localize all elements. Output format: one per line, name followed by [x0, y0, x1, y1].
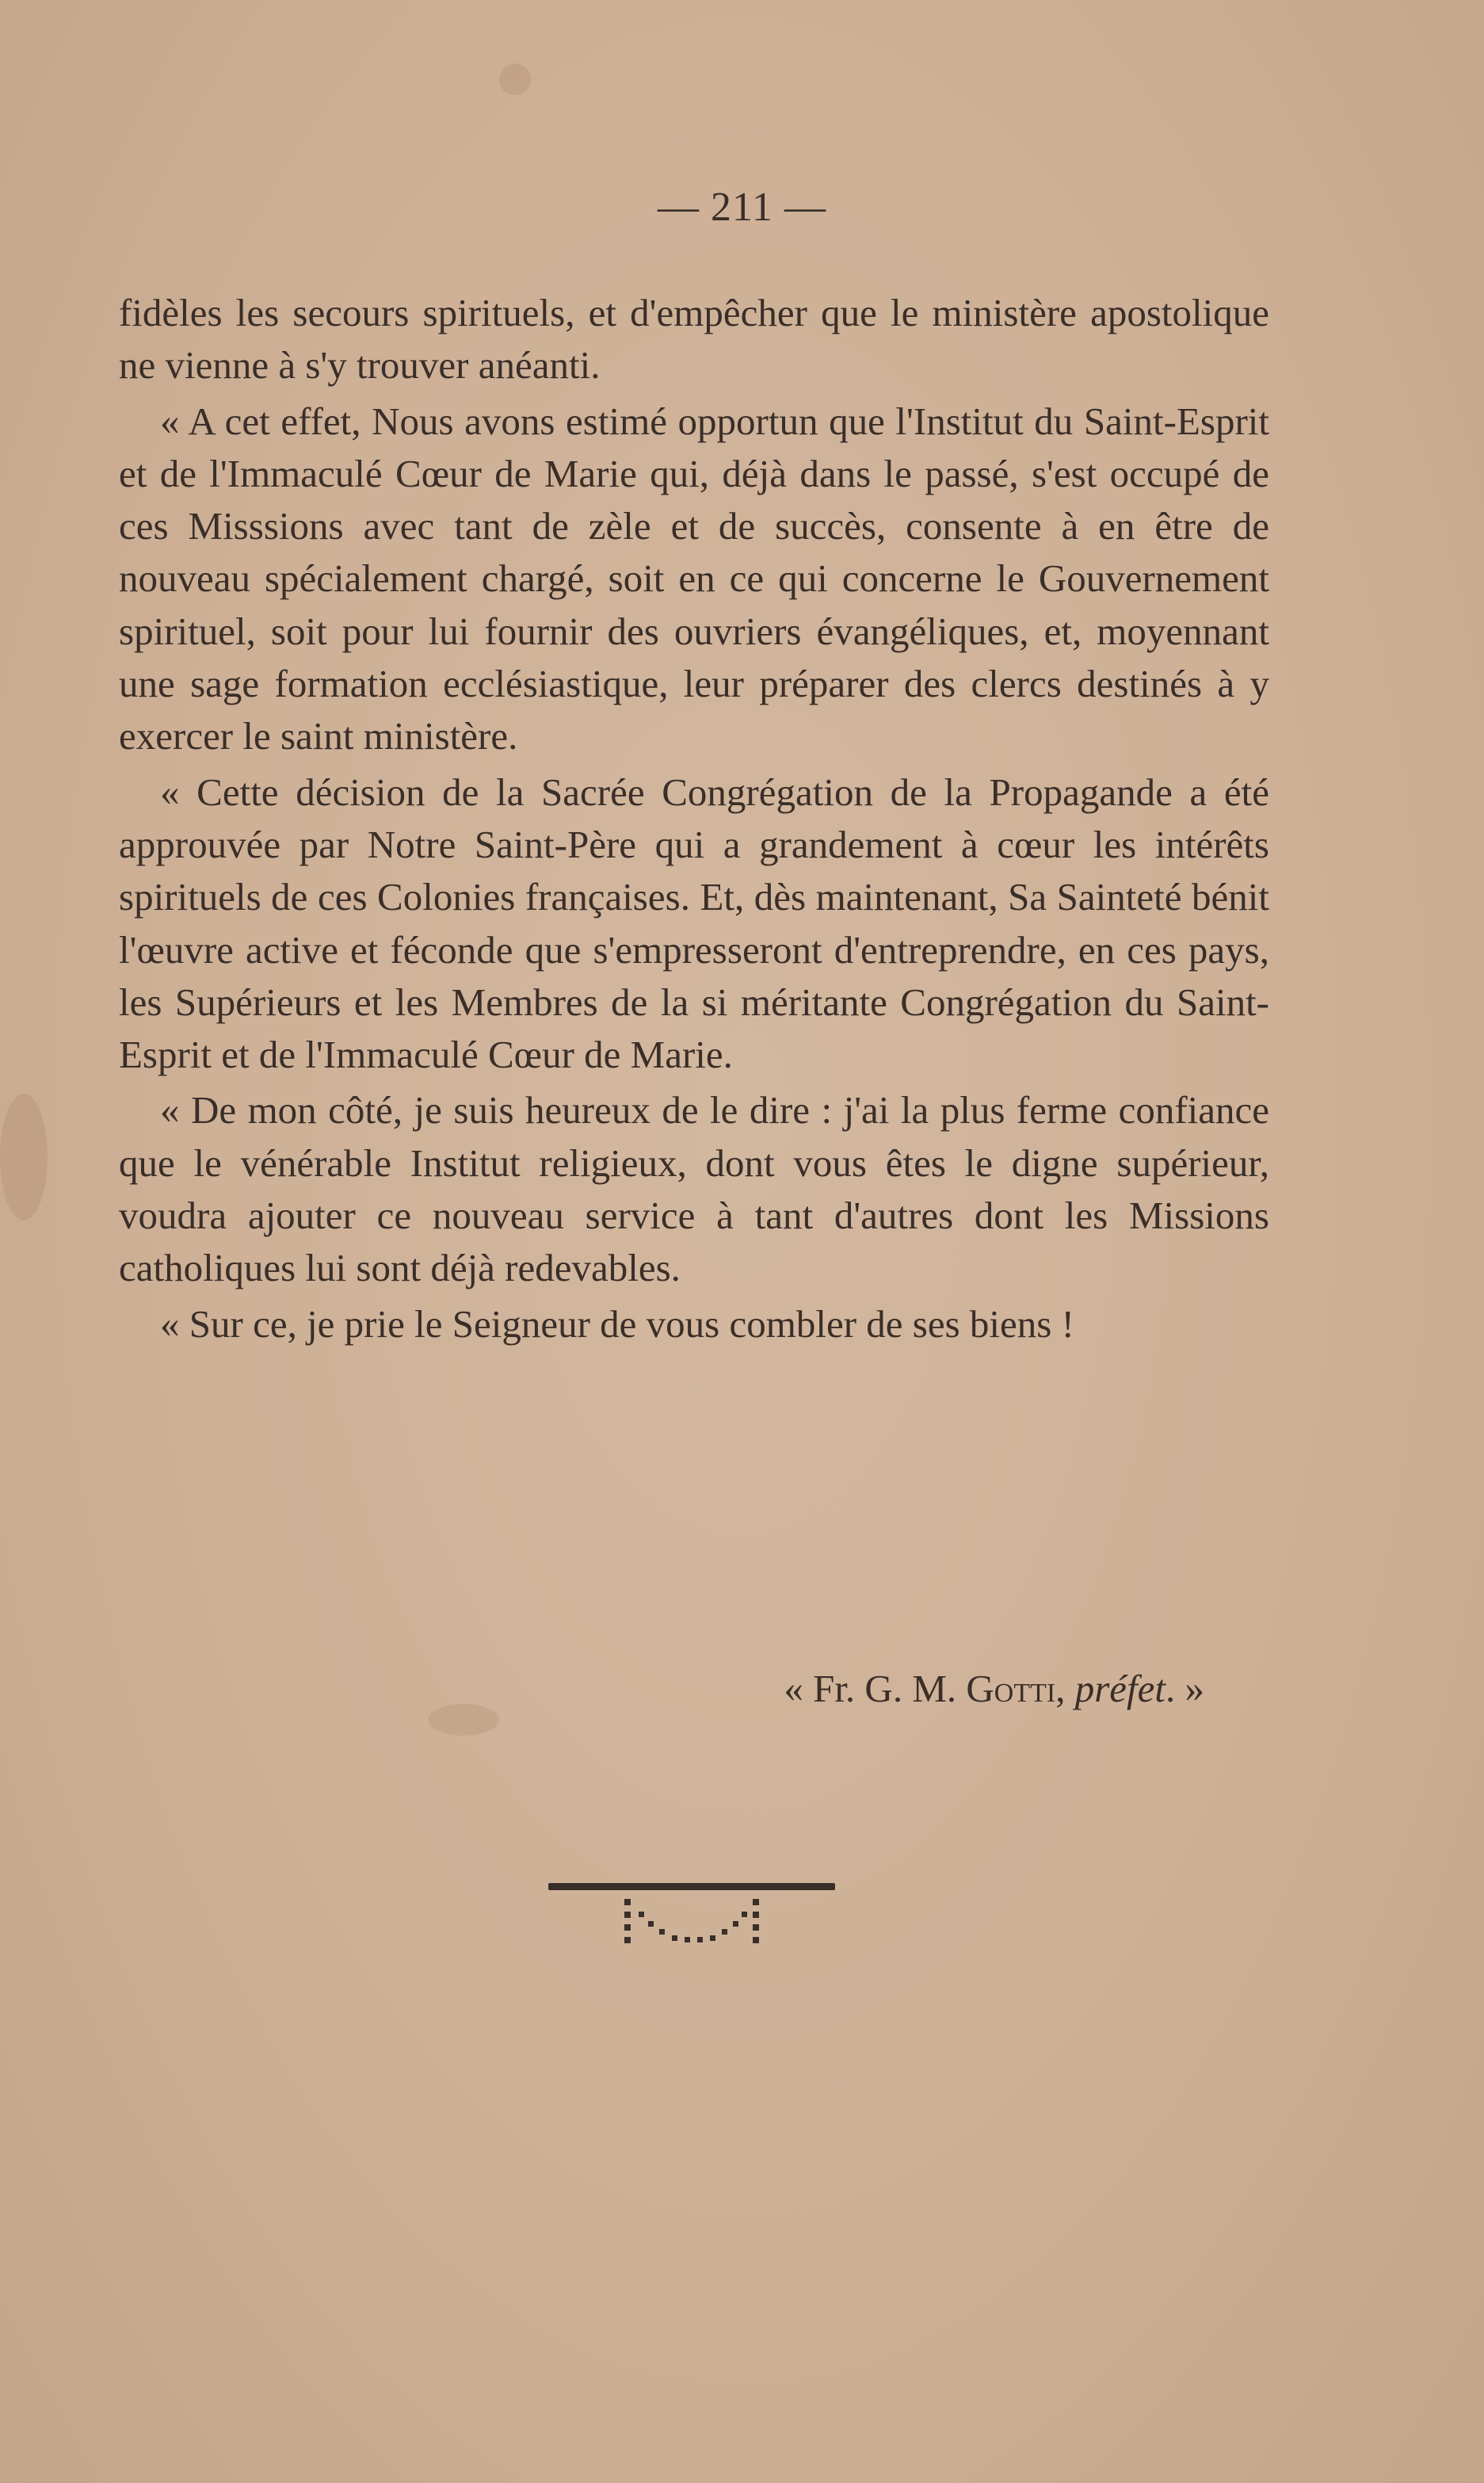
paper-stain	[0, 1094, 48, 1220]
signature-name: Gotti	[966, 1667, 1056, 1710]
page-number: — 211 —	[657, 185, 827, 230]
ornament-icon	[545, 1880, 838, 1951]
body-text	[119, 287, 1269, 1354]
paragraph-continued: fidèles les secours spirituels, et d'empêcher que le ministère apostolique ne vienne à s'y trouver anéanti.	[119, 291, 1269, 388]
signature-close: . »	[1165, 1667, 1204, 1710]
paper-stain	[499, 63, 531, 95]
ornament-dots	[548, 1883, 835, 1943]
signature-separator: ,	[1055, 1667, 1075, 1710]
signature-prefix: « Fr. G. M.	[784, 1667, 967, 1710]
signature	[0, 1663, 1204, 1715]
paragraph: « De mon côté, je suis heureux de le dire : j'ai la plus ferme confiance que le vénérable Institut religieux, dont vous êtes le digne supérieur, voudra ajouter ce nouveau service à tant d'autres dont les Missions catholiques lui sont déjà redevables.	[119, 1088, 1269, 1290]
paragraph: « A cet effet, Nous avons estimé opportun que l'Institut du Saint-Esprit et de l'Immaculé Cœur de Marie qui, déjà dans le passé, s'est occupé de ces Misssions avec tant de zèle et de succès, consente à en être de nouveau spécialement chargé, soit en ce qui concerne le Gouvernement spirituel, soit pour lui fournir des ouvriers évangéliques, et, moyennant une sage formation ecclésiastique, leur préparer des clercs destinés à y exercer le saint ministère.	[119, 399, 1269, 758]
signature-title: préfet	[1074, 1667, 1165, 1710]
paragraph: « Sur ce, je prie le Seigneur de vous combler de ses biens !	[160, 1301, 1074, 1346]
paragraph: « Cette décision de la Sacrée Congrégation de la Propagande a été approuvée par Notre Saint-Père qui a grandement à cœur les intérêts spirituels de ces Colonies françaises. Et, dès maintenant, Sa Sainteté bénit l'œuvre active et féconde que s'empresseront d'entreprendre, en ces pays, les Supérieurs et les Membres de la si méritante Congrégation du Saint-Esprit et de l'Immaculé Cœur de Marie.	[119, 770, 1269, 1077]
